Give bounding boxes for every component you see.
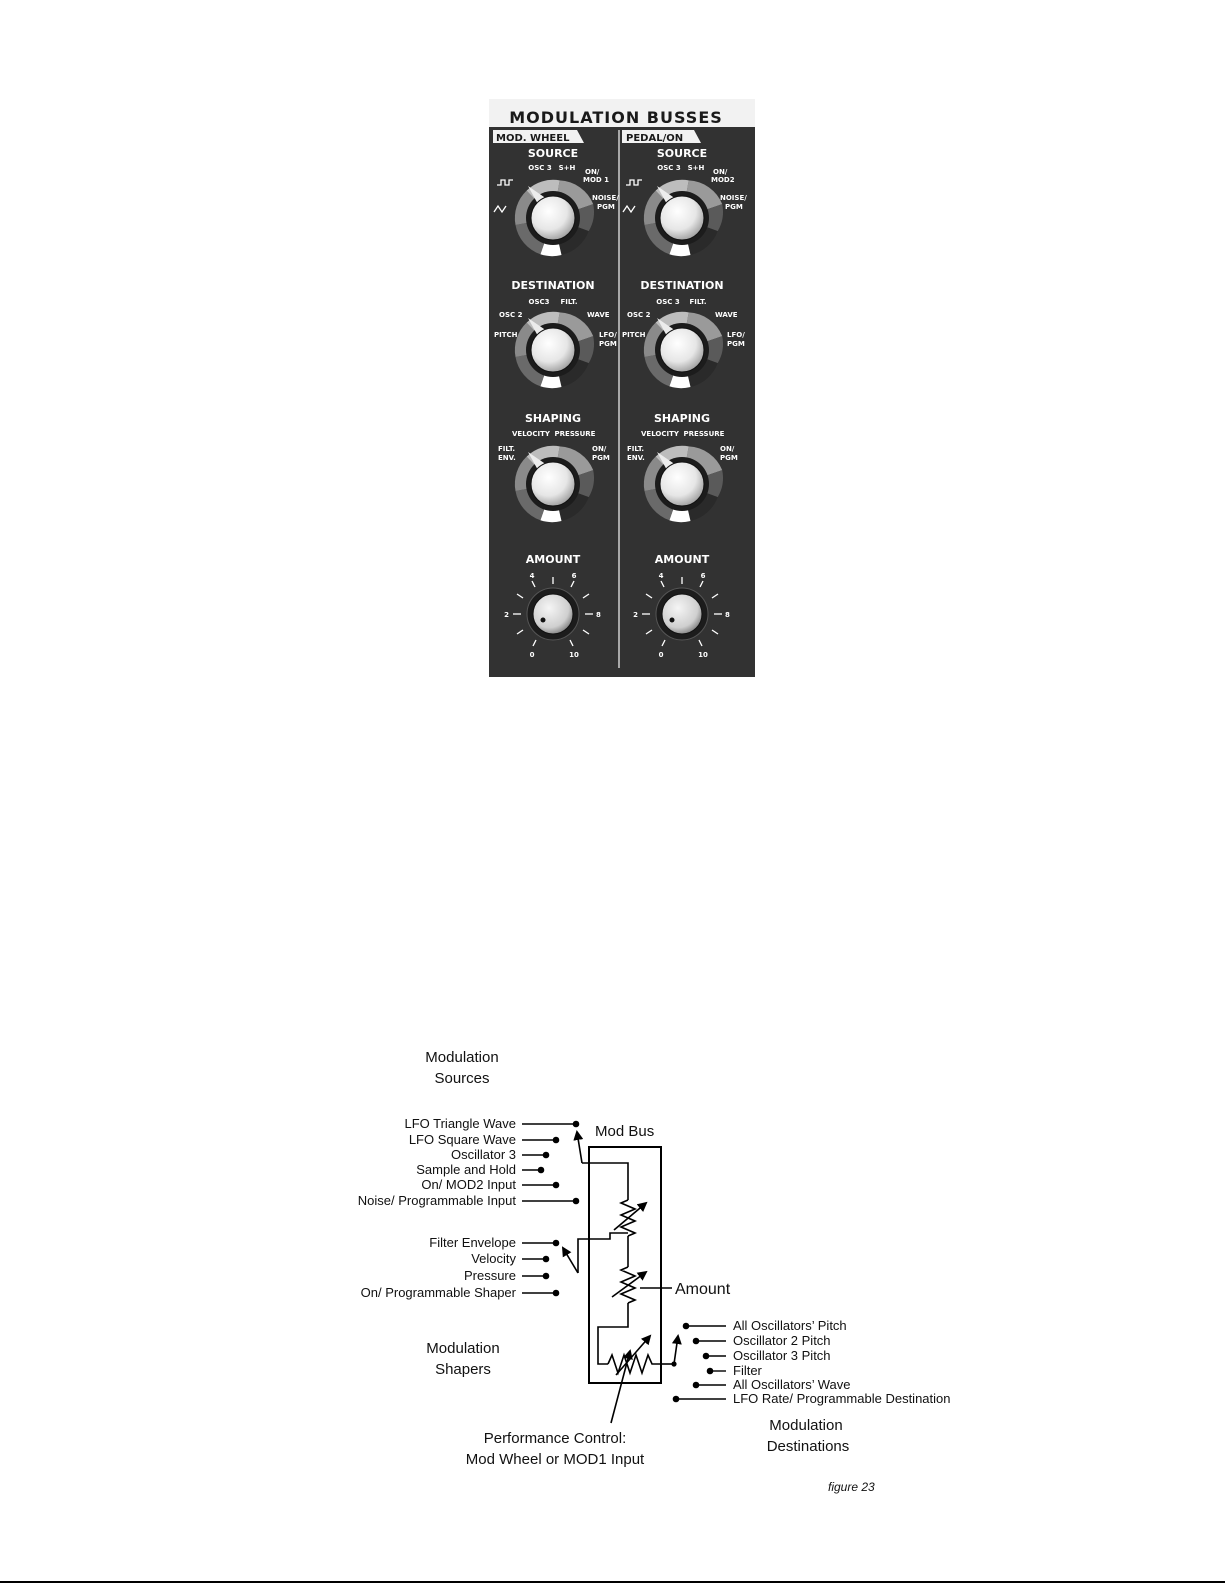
source-title: SOURCE xyxy=(656,147,708,160)
shaping-label-on: ON/ xyxy=(720,445,735,453)
shaper-filter-envelope: Filter Envelope xyxy=(429,1235,516,1250)
destination-label-wave: WAVE xyxy=(715,311,738,319)
source-label-osc3: OSC 3 xyxy=(657,164,681,172)
destination-all-osc-pitch: All Oscillators’ Pitch xyxy=(733,1318,847,1333)
destination-osc3-pitch: Oscillator 3 Pitch xyxy=(733,1348,831,1363)
shaping-label-filt: FILT. xyxy=(498,445,516,453)
amount-scale-6: 6 xyxy=(571,572,577,580)
source-label-osc3: OSC 3 xyxy=(528,164,552,172)
pedal-on-header: PEDAL/ON xyxy=(626,133,684,144)
destination-label-filt: FILT. xyxy=(560,298,578,306)
panel-title: MODULATION BUSSES xyxy=(509,108,723,127)
shaping-label-velocity: VELOCITY xyxy=(512,430,550,438)
source-label-mod1: MOD 1 xyxy=(583,176,610,184)
destination-label-wave: WAVE xyxy=(587,311,610,319)
source-label-noise: NOISE/ xyxy=(592,194,619,202)
destination-label-lfo: LFO/ xyxy=(727,331,745,339)
destination-label-pgm: PGM xyxy=(599,340,617,348)
shaping-label-env: ENV. xyxy=(627,454,645,462)
source-label-sh: S+H xyxy=(558,164,576,172)
shapers-title-line1: Modulation xyxy=(426,1340,500,1357)
shaping-label-filt: FILT. xyxy=(627,445,645,453)
shaping-label-pressure: PRESSURE xyxy=(554,430,596,438)
destination-lfo-rate-pgm: LFO Rate/ Programmable Destination xyxy=(733,1391,951,1406)
amount-scale-4: 4 xyxy=(658,572,664,580)
amount-title: AMOUNT xyxy=(525,553,581,566)
destination-label-osc2: OSC 2 xyxy=(627,311,651,319)
destinations-title-line2: Destinations xyxy=(766,1438,850,1455)
source-sample-hold: Sample and Hold xyxy=(416,1162,516,1177)
shaping-title: SHAPING xyxy=(524,412,582,425)
amount-scale-2: 2 xyxy=(633,611,638,619)
shaper-pressure: Pressure xyxy=(463,1268,516,1283)
performance-label-line2: Mod Wheel or MOD1 Input xyxy=(465,1451,645,1468)
source-label-pgm: PGM xyxy=(597,203,615,211)
shapers-title-line2: Shapers xyxy=(435,1361,491,1378)
source-lfo-square: LFO Square Wave xyxy=(408,1132,516,1147)
source-noise-pgm: Noise/ Programmable Input xyxy=(357,1193,516,1208)
performance-label-line1: Performance Control: xyxy=(483,1430,627,1447)
source-oscillator-3: Oscillator 3 xyxy=(450,1147,516,1162)
source-label-on: ON/ xyxy=(713,168,728,176)
sources-title-line2: Sources xyxy=(434,1070,490,1087)
destination-label-pitch: PITCH xyxy=(622,331,646,339)
destination-title: DESTINATION xyxy=(640,279,724,292)
shaping-label-pressure: PRESSURE xyxy=(683,430,725,438)
source-label-sh: S+H xyxy=(687,164,705,172)
selector-pivot xyxy=(671,1361,676,1366)
amount-scale-8: 8 xyxy=(725,611,730,619)
destination-filter: Filter xyxy=(733,1363,762,1378)
mod-bus-box xyxy=(589,1147,661,1383)
amount-scale-0: 0 xyxy=(658,651,664,659)
amount-scale-10: 10 xyxy=(569,651,579,659)
destination-label-osc3: OSC 3 xyxy=(656,298,680,306)
shaper-contacts xyxy=(522,1240,559,1295)
destination-label-osc3: OSC3 xyxy=(528,298,550,306)
destination-label-lfo: LFO/ xyxy=(599,331,617,339)
source-lfo-triangle: LFO Triangle Wave xyxy=(404,1116,516,1131)
amount-scale-2: 2 xyxy=(504,611,509,619)
shaping-label-velocity: VELOCITY xyxy=(641,430,679,438)
amount-scale-6: 6 xyxy=(700,572,706,580)
shaping-label-pgm: PGM xyxy=(720,454,738,462)
sources-title-line1: Modulation xyxy=(425,1049,499,1066)
source-label-noise: NOISE/ xyxy=(720,194,747,202)
figure-label: figure 23 xyxy=(828,1480,875,1494)
source-label-on: ON/ xyxy=(585,168,600,176)
shaper-velocity: Velocity xyxy=(471,1251,516,1266)
source-label-pgm: PGM xyxy=(725,203,743,211)
shaper-on-programmable: On/ Programmable Shaper xyxy=(360,1285,516,1300)
source-label-mod2: MOD2 xyxy=(711,176,735,184)
destinations-title-line1: Modulation xyxy=(769,1417,843,1434)
shaping-label-pgm: PGM xyxy=(592,454,610,462)
amount-scale-10: 10 xyxy=(698,651,708,659)
amount-scale-0: 0 xyxy=(529,651,535,659)
amount-label: Amount xyxy=(675,1281,731,1298)
destination-all-osc-wave: All Oscillators’ Wave xyxy=(733,1377,851,1392)
destination-title: DESTINATION xyxy=(511,279,595,292)
amount-title: AMOUNT xyxy=(654,553,710,566)
source-on-mod2: On/ MOD2 Input xyxy=(421,1177,516,1192)
amount-scale-8: 8 xyxy=(596,611,601,619)
page-bottom-rule xyxy=(0,1581,1225,1583)
amount-scale-4: 4 xyxy=(529,572,535,580)
shaping-label-env: ENV. xyxy=(498,454,516,462)
source-title: SOURCE xyxy=(527,147,579,160)
destination-label-osc2: OSC 2 xyxy=(499,311,523,319)
shaping-label-on: ON/ xyxy=(592,445,607,453)
mod-wheel-header: MOD. WHEEL xyxy=(496,133,570,144)
mod-bus-label: Mod Bus xyxy=(595,1123,655,1140)
destination-osc2-pitch: Oscillator 2 Pitch xyxy=(733,1333,831,1348)
destination-contacts xyxy=(673,1323,726,1401)
destination-label-pitch: PITCH xyxy=(494,331,518,339)
shaping-title: SHAPING xyxy=(653,412,711,425)
destination-label-pgm: PGM xyxy=(727,340,745,348)
source-contacts xyxy=(522,1121,579,1203)
destination-label-filt: FILT. xyxy=(689,298,707,306)
